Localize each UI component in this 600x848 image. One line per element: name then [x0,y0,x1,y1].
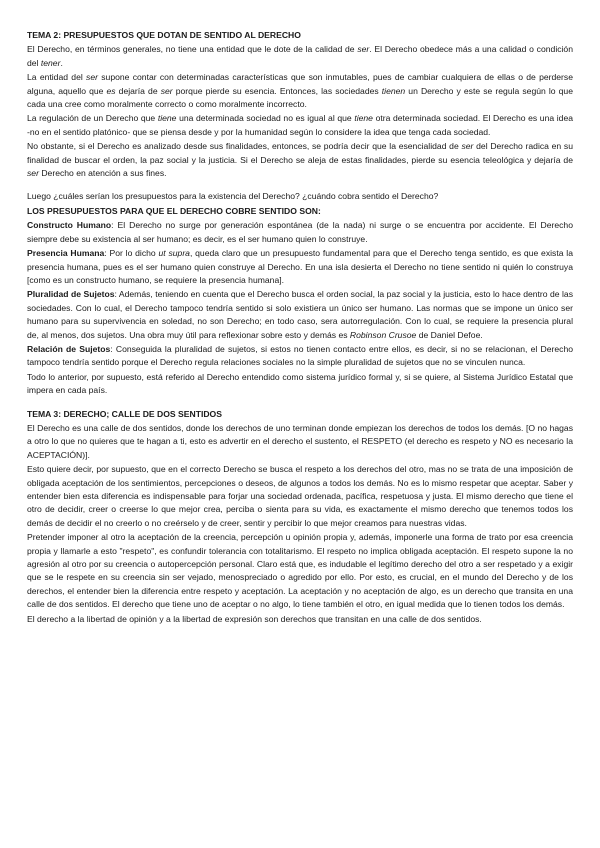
text-run: supone contar con determinadas características que son inmutables, pues de cambiar cualquiera de ellas o de perderse alguna, aquello que [27,72,573,96]
text-run: de Daniel Defoe. [416,329,483,340]
italic-term: ut supra [158,248,190,259]
spacer [27,399,573,408]
text-run: No obstante, si el Derecho es analizado desde sus finalidades, entonces, se podría decir que la esencialidad de [27,141,462,152]
italic-term: ser [86,72,98,83]
text-run: dejaría de [115,85,161,96]
italic-term: ser [27,168,39,179]
presupuesto-constructo-humano [27,219,573,246]
tema2-question: Luego ¿cuáles serían los presupuestos para la existencia del Derecho? ¿cuándo cobra sentido el Derecho? [27,191,439,202]
text-run: otra determinada sociedad. El Derecho es una idea -no en el sentido platónico- que se piensa desde [27,113,573,137]
text-run: un Derecho y este se regula según lo que cada una cree como moralmente correcto o como moralmente incorrecto. [27,85,573,110]
text-run: La regulación de un Derecho que [27,113,158,124]
spacer [27,181,573,190]
text-run: . El Derecho obedece más a una calidad o condición del [27,44,573,68]
text-run: : Conseguida la pluralidad de sujetos, si estos no tienen contacto entre ellos, es decir, si no se relacionan, el Derecho tampoco tendría sentido porque el Derecho regula relaciones sociales no la simple pluralidad de sujetos que no se vinculen nunca. [27,343,573,368]
text-run: : El Derecho no surge por generación espontánea (de la nada) ni surge o se encuentra por accidente. El Derecho siempre debe su existencia al ser humano; es decir, es el ser humano quien lo construye. [27,220,573,244]
italic-term: ser [461,141,474,152]
tema3-paragraph-2: Esto quiere decir, por supuesto, que en el correcto Derecho se busca el respeto a los derechos del otro, mas no se trata de una imposición de obligada aceptación de los sentimientos, percepciones o deseos, de algunos a todos los demás. No es lo mismo respetar que aceptar. Saber y entender bien esta diferencia es indispensable para forjar una sociedad ordenada, pacífica, respetuosa y justa. El mismo derecho que tiene el otro de decidir, creer o creerse lo que mejor crea, perciba o sienta para su vida, es exactamente el mismo derecho que tenemos todos los demás de decidir el no creerlo o no creérselo y de creer, sentir y percibir lo que mejor creamos para nuestras vidas. [27,464,573,528]
presupuesto-presencia-humana [27,247,573,287]
tema2-paragraph-2 [27,71,573,111]
text-run: . [60,57,63,68]
italic-term: tiene [157,113,177,124]
tema2-closing: Todo lo anterior, por supuesto, está referido al Derecho entendido como sistema jurídico formal y, si se quiere, al Sistema Jurídico Estatal que impera en cada país. [27,371,573,396]
text-run: La entidad del [27,72,87,83]
tema2-subtitle: LOS PRESUPUESTOS PARA QUE EL DERECHO COBRE SENTIDO SON: [27,205,321,216]
text-run: El Derecho, en términos generales, no tiene una entidad que le dote de la calidad de [27,44,358,55]
text-run: una determinada sociedad no es igual al que [176,113,355,124]
text-run: del Derecho radica en su finalidad de buscar el orden, la paz social y la justicia. Si el Derecho se aleja de estas finalidades, pierde su esencia teleológica y dejaría de [27,141,573,165]
presupuesto-term: Pluralidad de Sujetos [27,289,115,300]
italic-term: tiene [354,113,373,124]
italic-term: Robinson Crusoe [349,329,417,340]
text-run: , queda claro que un presupuesto fundamental para que el Derecho tenga sentido, es que exista la presencia humana, pues es el ser humano quien construye al Derecho. En una isla desierta el Derecho no tiene sentido ni quién lo construya [como es un constructo humano, se requiere la presencia humana]. [27,248,573,285]
presupuesto-pluralidad-sujetos [27,288,573,342]
text-run: porque pierde su esencia. Entonces, las sociedades [172,85,382,96]
tema2-paragraph-1 [27,43,573,70]
tema3-title: TEMA 3: DERECHO; CALLE DE DOS SENTIDOS [27,408,222,419]
italic-term: tener [40,57,61,68]
text-run: y [214,126,219,137]
italic-term: ser [160,85,173,96]
text-run: : Por lo dicho [104,248,159,259]
tema2-title: TEMA 2: PRESUPUESTOS QUE DOTAN DE SENTIDO AL DERECHO [27,30,301,40]
document-page [27,29,573,627]
presupuesto-term: Presencia Humana [27,248,105,259]
presupuesto-term: Constructo Humano [27,220,112,231]
tema3-paragraph-3: Pretender imponer al otro la aceptación de la creencia, percepción u opinión propia y, además, imponerle una forma de trato por esa creencia propia y llamarle a esto "respeto", es confundir tolerancia con totalitarismo. El respeto no implica obligada aceptación. El respeto supone la no agresión al otro por su creencia o autopercepción personal. Claro está que, es indudable el legítimo derecho del otro a ser respetado y a exigir que se le respete en su creencia sin ser vejado, menospreciado o agredido por ello. Por esto, es crucial, en el mundo del Derecho y de los derechos, el entender bien la diferencia entre respeto y aceptación. La aceptación y no aceptación de algo, es un derecho que transita en una calle de dos sentidos. El derecho que tiene uno de aceptar o no algo, lo tiene también el otro, en igual medida que lo tienen todos los demás. [27,532,573,610]
presupuesto-term: Relación de Sujetos [27,343,111,354]
italic-term: es [106,85,116,96]
tema3-paragraph-4: El derecho a la libertad de opinión y a la libertad de expresión son derechos que transitan en una calle de dos sentidos. [27,613,482,624]
italic-term: ser [357,44,370,55]
text-run: Derecho en atención a sus fines. [38,168,167,179]
tema3-paragraph-1: El Derecho es una calle de dos sentidos, donde los derechos de uno terminan donde empiezan los derechos de todos los demás. [O no hagas a otro lo que no quieres que te hagan a ti, esto es advertir en el derecho el sustento, el RESPETO (el derecho es respeto y NO es necesario la ACEPTACIÓN)]. [27,422,573,460]
tema2-paragraph-4 [27,140,573,180]
tema2-paragraph-3 [27,112,573,139]
text-run: : Además, teniendo en cuenta que el Derecho busca el orden social, la paz social y la justicia, esto lo hace dentro de las sociedades. Con lo cual, el Derecho tampoco tendría sentido si solo existiera un único ser humano. Las normas que se impone un único ser humano para su supervivencia en soledad, no son Derecho; en todo caso, sera autorregulación. Con lo cual, se requiere la presencia plural de, al menos, dos sujetos. Una obra muy útil para reflexionar sobre esto y demás es [27,289,574,340]
text-run: por la humanidad según lo considere la idea que tenga cada sociedad. [218,126,491,137]
italic-term: tienen [381,85,406,96]
presupuesto-relacion-sujetos [27,343,573,370]
